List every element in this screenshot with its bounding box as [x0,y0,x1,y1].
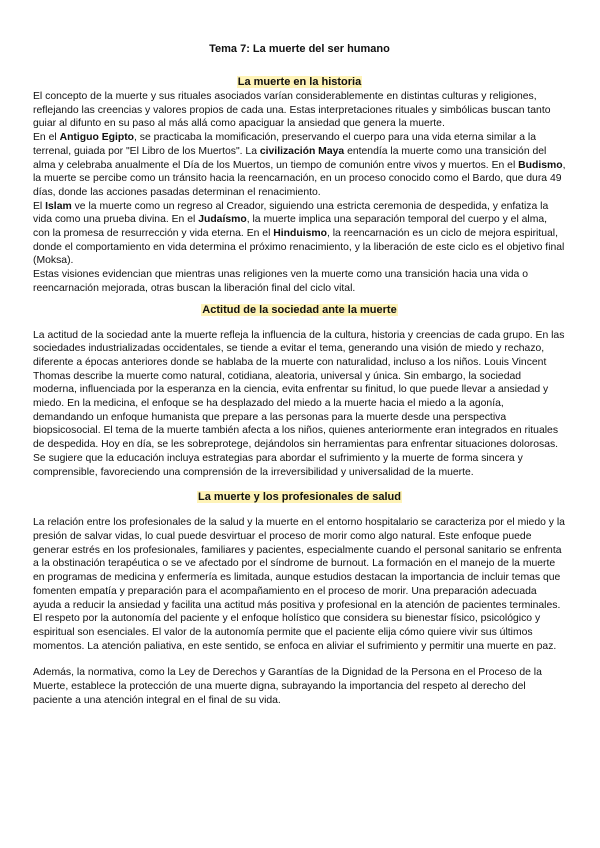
document-title: Tema 7: La muerte del ser humano [209,43,390,55]
section-heading [33,303,566,317]
section-heading-text: Actitud de la sociedad ante la muerte [202,303,397,316]
text-run: , la muerte se percibe como un tránsito hacia la reencarnación, en un proceso conocido como el Bardo, que dura 49 días, donde las acciones pasadas determinan el renacimiento. [33,159,566,198]
section-heading-text: La muerte y los profesionales de salud [198,491,401,504]
paragraph [33,329,566,480]
paragraph [33,516,566,653]
bold-term: Hinduismo [273,228,327,240]
text-run: En el [33,132,60,144]
paragraph [33,90,566,131]
section-health-professionals [33,490,566,707]
section-heading [33,75,566,89]
bold-term: Islam [45,200,72,212]
document-page [33,42,566,707]
text-run: El [33,200,46,212]
bold-term: Judaísmo [198,214,247,226]
text-run: Estas visiones evidencian que mientras unas religiones ven la muerte como una transición hacia una vida o reencarnación mejorada, otras buscan la liberación final del ciclo vital. [33,269,528,294]
paragraph [33,268,566,295]
section-heading [33,490,566,504]
section-society [33,303,566,480]
bold-term: civilización Maya [259,145,345,157]
paragraph [33,131,566,200]
text-run: El concepto de la muerte y sus rituales asociados varían considerablemente en distintas culturas y religiones, reflejando las creencias y valores propios de cada una. Estas interpretaciones rituales y simbólicas buscan tanto guiar al difunto en su paso al más allá como apaciguar la ansiedad que genera la muerte. [33,91,551,130]
section-heading-text: La muerte en la historia [237,76,362,88]
paragraph [33,200,566,269]
text-run: , la muerte implica una separación temporal del cuerpo y el alma, con la promesa de resurrección y vida eterna. En el [33,214,548,240]
paragraph [33,666,566,707]
text-run: entendía la muerte como una transición del alma y celebraba anualmente el Día de los Muertos, un tiempo de comunión entre vivos y muertos. En el [33,145,547,171]
text-run: , se practicaba la momificación, preservando el cuerpo para una vida eterna similar a la terrenal, guiada por "El Libro de los Muertos". La [33,132,537,157]
section-history [33,75,566,296]
text-run: La actitud de la sociedad ante la muerte refleja la influencia de la cultura, historia y creencias de cada grupo. En las sociedades industrializadas occidentales, se tiende a evitar el tema, generando una visión de miedo y rechazo, diferente a épocas anteriores donde se hablaba de la muerte con naturalidad, incluso a los niños. Louis Vincent Thomas describe la muerte como natural, cotidiana, aleatoria, universal y única. Sin embargo, la sociedad moderna, influenciada por la esperanza en la ciencia, evita enfrentar su finitud, lo que puede llevar a ansiedad y miedo. En la medicina, el enfoque se ha desplazado del miedo a la muerte hacia el miedo a la agonía, demandando un enfoque humanista que prepare a las personas para la muerte desde una perspectiva biopsicosocial. El tema de la muerte también afecta a los niños, quienes anteriormente eran integrados en rituales de despedida. Hoy en día, se les sobreprotege, dejándolos sin herramientas para enfrentar situaciones dolorosas. Se sugiere que la educación incluya estrategias para abordar el sufrimiento y la muerte de forma sincera y comprensible, favoreciendo una comprensión de la irreversibilidad y universalidad de la muerte. [33,329,565,478]
text-run: Además, la normativa, como la Ley de Derechos y Garantías de la Dignidad de la Persona en el Proceso de la Muerte, establece la protección de una muerte digna, subrayando la importancia del respeto al derecho del paciente a una atención integral en el final de su vida. [33,667,542,706]
text-run: ve la muerte como un regreso al Creador, siguiendo una estricta ceremonia de despedida, y enfatiza la vida como una prueba divina. En el [33,200,549,226]
bold-term: Budismo [518,159,563,171]
text-run: , la reencarnación es un ciclo de mejora espiritual, donde el comportamiento en vida determina el próximo renacimiento, y la liberación de este ciclo es el objetivo final (Moksa). [33,228,565,267]
bold-term: Antiguo Egipto [59,132,135,144]
text-run: La relación entre los profesionales de la salud y la muerte en el entorno hospitalario se caracteriza por el miedo y la presión de salvar vidas, lo cual puede desvirtuar el proceso de morir como algo natural. Este enfoque puede generar estrés en los profesionales, familiares y pacientes, especialmente cuando el personal sanitario se enfrenta a la obstinación terapéutica o se ve afectado por el síndrome de burnout. La formación en el manejo de la muerte en programas de medicina y enfermería es limitada, aunque estudios destacan la importancia de incluir temas que fomenten empatía y preparación para el acompañamiento en el proceso de morir. Una preparación adecuada ayuda a reducir la ansiedad y facilita una actitud más positiva y profesional en la atención de pacientes terminales. El respeto por la autonomía del paciente y el enfoque holístico que considera su bienestar físico, psicológico y espiritual son esenciales. El valor de la autonomía permite que el paciente elija cómo quiere vivir sus últimos momentos. La atención paliativa, en este sentido, se enfoca en aliviar el sufrimiento y permitir una muerte en paz. [33,517,565,652]
